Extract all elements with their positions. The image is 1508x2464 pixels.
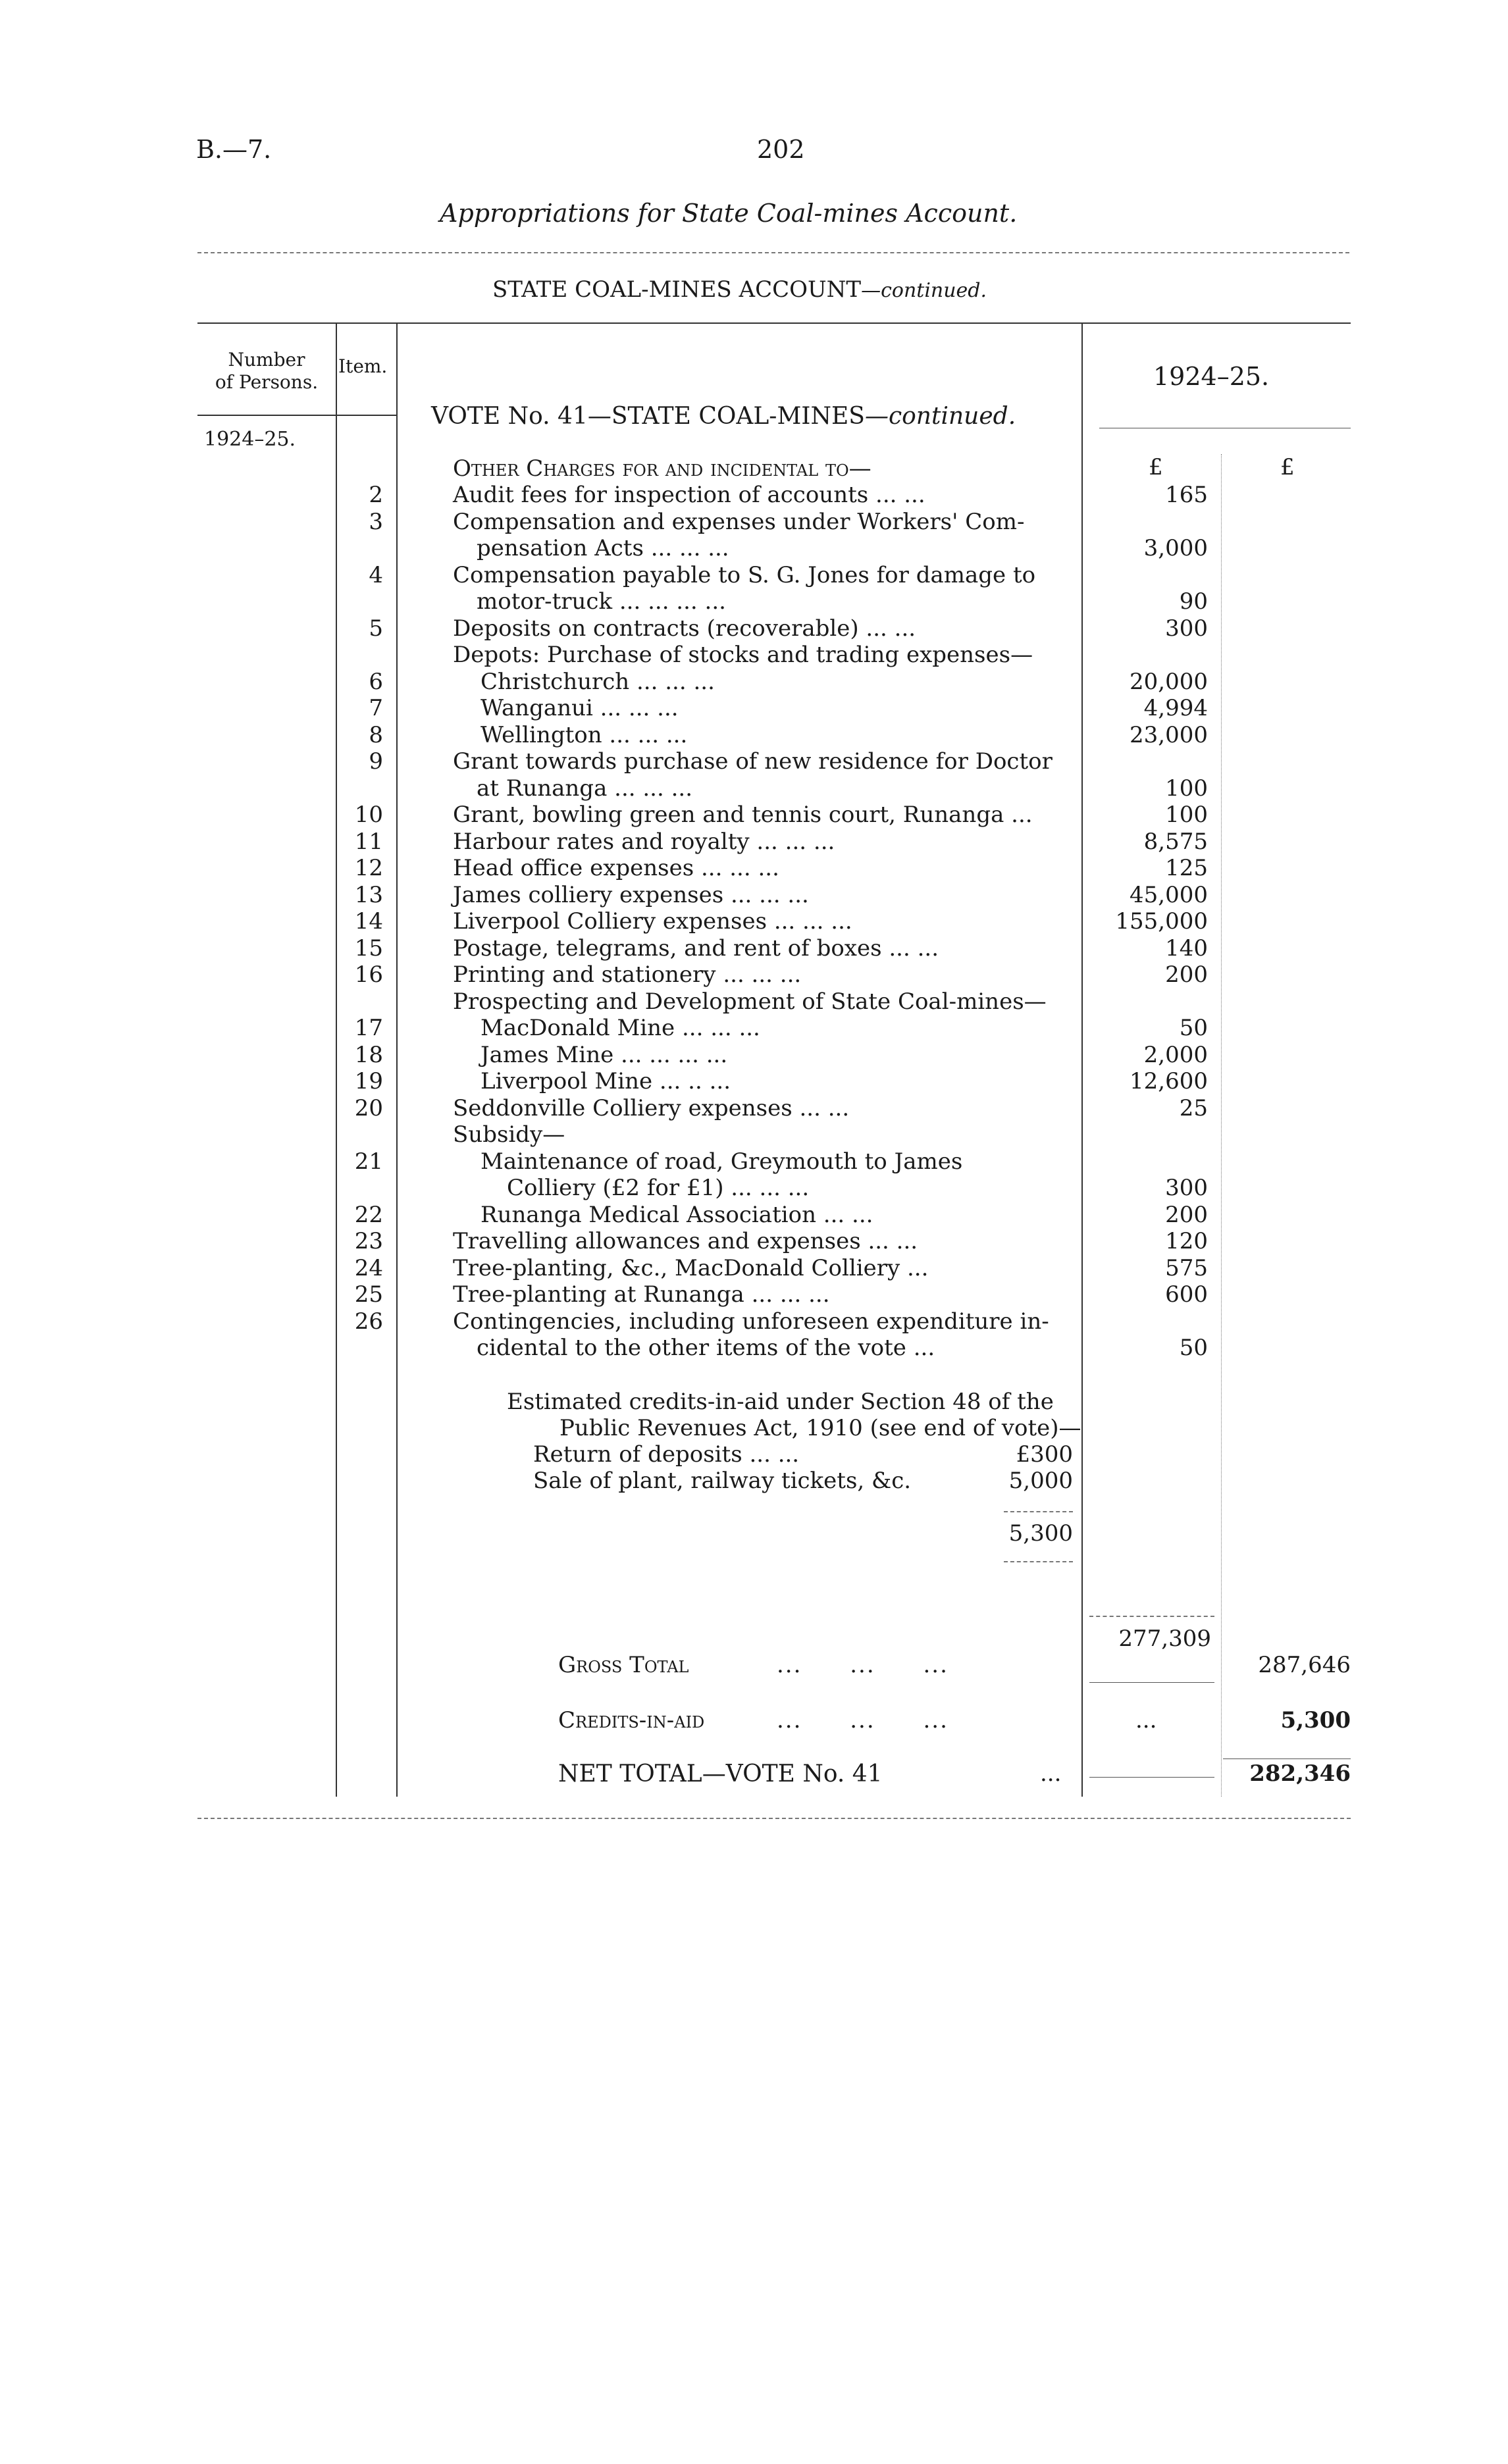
charge-description: Liverpool Colliery expenses ... ... ...: [453, 908, 852, 935]
persons-header-line1: Number: [228, 349, 305, 371]
page-title: Appropriations for State Coal-mines Account.: [440, 199, 1018, 228]
item-number: 14: [354, 908, 383, 935]
item-number: 16: [354, 962, 383, 988]
charge-amount: 4,994: [1143, 695, 1208, 721]
charge-description: James Mine ... ... ... ...: [481, 1041, 728, 1068]
vote-heading-main: VOTE No. 41—STATE COAL-MINES: [431, 403, 865, 430]
item-number: 10: [354, 802, 383, 828]
charge-amount: 50: [1179, 1335, 1208, 1361]
item-number: 26: [354, 1308, 383, 1335]
subtotal-value: 277,309: [1118, 1626, 1211, 1652]
item-number: 18: [354, 1041, 383, 1068]
credits-in-aid-value: 5,300: [1280, 1707, 1351, 1733]
item-number: 25: [354, 1281, 383, 1308]
credits-total: 5,300: [1008, 1520, 1073, 1547]
credits-line-label-2: Sale of plant, railway tickets, &c.: [533, 1468, 912, 1494]
item-number: 21: [354, 1148, 383, 1175]
charge-description: Runanga Medical Association ... ...: [481, 1201, 873, 1228]
charge-description: Head office expenses ... ... ...: [453, 855, 779, 881]
charge-description: Depots: Purchase of stocks and trading expenses—: [453, 642, 1033, 668]
credits-line-label-1: Return of deposits ... ...: [533, 1441, 800, 1468]
charge-description: Prospecting and Development of State Coal-mines—: [453, 988, 1047, 1015]
table-bottom-rule: [197, 1818, 1351, 1819]
credits-intro-line2: Public Revenues Act, 1910 (see end of vote)—: [559, 1415, 1081, 1441]
charge-description: Compensation and expenses under Workers' Com-: [453, 508, 1025, 535]
item-number: 20: [354, 1094, 383, 1121]
item-number: 7: [369, 695, 383, 721]
gross-total-dots: ... ... ...: [777, 1652, 949, 1678]
charge-amount: 300: [1165, 1175, 1208, 1201]
item-number: 6: [369, 668, 383, 695]
charge-amount: 12,600: [1130, 1068, 1208, 1094]
credits-intro-line1: Estimated credits-in-aid under Section 48 of the: [507, 1389, 1054, 1415]
gross-total-rule: [1089, 1682, 1214, 1683]
item-number: 13: [354, 881, 383, 908]
persons-column-line: [336, 322, 337, 1797]
charge-amount: 200: [1165, 1201, 1208, 1228]
vote-heading: [431, 403, 1016, 430]
charge-amount: 50: [1179, 1015, 1208, 1041]
net-total-rule-right: [1223, 1758, 1351, 1759]
charge-description: MacDonald Mine ... ... ...: [481, 1015, 760, 1041]
credits-in-aid-dots: ... ... ...: [777, 1707, 949, 1733]
credits-in-aid-label: Credits-in-aid: [558, 1707, 705, 1733]
charge-amount: 3,000: [1143, 535, 1208, 561]
subtotal-rule: [1089, 1616, 1214, 1617]
credits-line-value-2: 5,000: [1008, 1468, 1073, 1494]
year-header: 1924–25.: [1153, 362, 1270, 391]
item-number: 2: [369, 482, 383, 508]
item-number: 4: [369, 561, 383, 588]
charge-amount: 25: [1179, 1094, 1208, 1121]
net-total-rule-left: [1089, 1777, 1214, 1778]
credits-line-value-1: £300: [1016, 1441, 1073, 1468]
gross-total-label: Gross Total: [558, 1652, 689, 1678]
charge-description: Grant towards purchase of new residence for Doctor: [453, 748, 1053, 775]
item-number: 15: [354, 935, 383, 962]
table-top-rule: [197, 322, 1351, 324]
item-header: Item.: [338, 355, 388, 377]
charge-description: Compensation payable to S. G. Jones for damage to: [453, 561, 1036, 588]
charge-description: Travelling allowances and expenses ... ...: [453, 1228, 918, 1254]
charge-description: Liverpool Mine ... .. ...: [481, 1068, 731, 1094]
charge-amount: 575: [1165, 1254, 1208, 1281]
item-number: 3: [369, 508, 383, 535]
account-subtitle-main: STATE COAL-MINES ACCOUNT: [492, 276, 862, 303]
charge-description: Audit fees for inspection of accounts ... ...: [453, 482, 925, 508]
pound-sign-first: £: [1149, 454, 1163, 480]
charge-amount: 8,575: [1143, 828, 1208, 855]
title-rule: [197, 252, 1349, 253]
credits-in-aid-mid: ...: [1135, 1707, 1157, 1733]
charge-description: Tree-planting at Runanga ... ... ...: [453, 1281, 830, 1308]
charge-description: Maintenance of road, Greymouth to James: [481, 1148, 963, 1175]
credits-total-rule: [1004, 1561, 1073, 1562]
charge-amount: 23,000: [1130, 721, 1208, 748]
item-number: 9: [369, 748, 383, 775]
item-number: 17: [354, 1015, 383, 1041]
charge-amount: 600: [1165, 1281, 1208, 1308]
charge-amount: 2,000: [1143, 1041, 1208, 1068]
item-number: 5: [369, 615, 383, 642]
charge-description: Wellington ... ... ...: [481, 721, 688, 748]
charge-description: Wanganui ... ... ...: [481, 695, 679, 721]
vote-heading-continued: —continued.: [864, 403, 1016, 430]
item-number: 11: [354, 828, 383, 855]
charge-description: motor-truck ... ... ... ...: [477, 588, 726, 615]
persons-year-header: 1924–25.: [204, 428, 296, 451]
charge-amount: 100: [1165, 775, 1208, 802]
charge-amount: 140: [1165, 935, 1208, 962]
charge-description: Christchurch ... ... ...: [481, 668, 715, 695]
charge-description: cidental to the other items of the vote ...: [477, 1335, 935, 1361]
charge-description: Tree-planting, &c., MacDonald Colliery ...: [453, 1254, 929, 1281]
charge-description: Printing and stationery ... ... ...: [453, 962, 802, 988]
charge-amount: 45,000: [1130, 881, 1208, 908]
charge-amount: 155,000: [1115, 908, 1208, 935]
pound-sign-second: £: [1280, 454, 1295, 480]
item-number: 19: [354, 1068, 383, 1094]
charge-description: James colliery expenses ... ... ...: [453, 881, 809, 908]
section-heading: Other Charges for and incidental to—: [453, 455, 871, 482]
charge-amount: 165: [1165, 482, 1208, 508]
item-column-line: [396, 322, 398, 1797]
charge-amount: 20,000: [1130, 668, 1208, 695]
charge-description: Colliery (£2 for £1) ... ... ...: [507, 1175, 810, 1201]
item-number: 8: [369, 721, 383, 748]
charge-description: at Runanga ... ... ...: [477, 775, 693, 802]
charge-description: Seddonville Colliery expenses ... ...: [453, 1094, 850, 1121]
charge-amount: 100: [1165, 802, 1208, 828]
charge-description: pensation Acts ... ... ...: [477, 535, 729, 561]
item-header-rule: [336, 415, 397, 416]
net-total-label: NET TOTAL—VOTE No. 41: [558, 1760, 883, 1787]
page-number: 202: [757, 135, 805, 164]
charge-amount: 300: [1165, 615, 1208, 642]
charge-amount: 200: [1165, 962, 1208, 988]
charge-description: Contingencies, including unforeseen expenditure in-: [453, 1308, 1049, 1335]
gross-total-value: 287,646: [1258, 1652, 1351, 1678]
net-total-value: 282,346: [1249, 1760, 1351, 1787]
charge-description: Subsidy—: [453, 1121, 565, 1148]
net-total-dots: ...: [1040, 1760, 1062, 1787]
account-subtitle: [492, 276, 987, 303]
amount-column-line: [1221, 454, 1222, 1797]
persons-header-line2: of Persons.: [215, 371, 319, 393]
item-number: 12: [354, 855, 383, 881]
charge-amount: 90: [1179, 588, 1208, 615]
page-reference: B.—7.: [196, 135, 272, 164]
charge-amount: 120: [1165, 1228, 1208, 1254]
item-number: 24: [354, 1254, 383, 1281]
charge-description: Postage, telegrams, and rent of boxes ... ...: [453, 935, 939, 962]
charge-description: Deposits on contracts (recoverable) ... ...: [453, 615, 916, 642]
charge-description: Harbour rates and royalty ... ... ...: [453, 828, 835, 855]
item-number: 22: [354, 1201, 383, 1228]
credits-sum-rule: [1004, 1511, 1073, 1512]
persons-header-rule: [197, 415, 336, 416]
charge-amount: 125: [1165, 855, 1208, 881]
item-number: 23: [354, 1228, 383, 1254]
account-subtitle-continued: —continued.: [861, 279, 987, 302]
persons-header: [204, 349, 329, 394]
charge-description: Grant, bowling green and tennis court, Runanga ...: [453, 802, 1033, 828]
